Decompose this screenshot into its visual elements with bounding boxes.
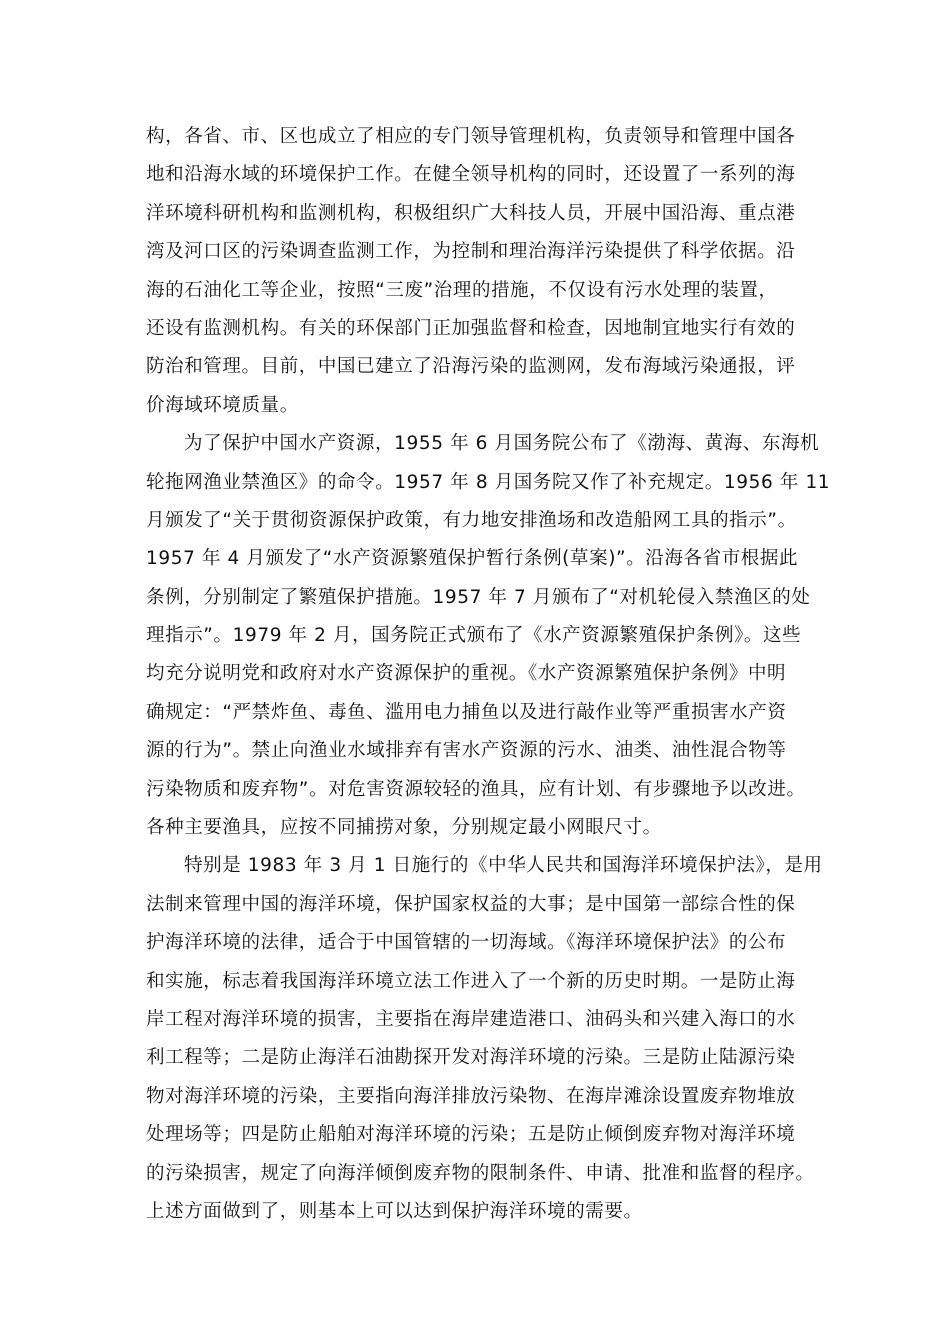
text-line: 价海域环境质量。 [146,394,299,416]
text-line: 洋环境科研机构和监测机构，积极组织广大科技人员，开展中国沿海、重点港 [146,202,796,224]
paragraph-1 [146,118,806,425]
document-body [146,118,831,1231]
text-line: 护海洋环境的法律，适合于中国管辖的一切海域。《海洋环境保护法》的公布 [146,932,787,954]
paragraph-3 [146,847,823,1231]
text-line: 理指示”。1979 年 2 月，国务院正式颁布了《水产资源繁殖保护条例》。这些 [146,625,802,647]
text-line: 各种主要渔具，应按不同捕捞对象，分别规定最小网眼尺寸。 [146,817,662,839]
text-line: 月颁发了“关于贯彻资源保护政策，有力地安排渔场和改造船网工具的指示”。 [146,509,797,531]
text-line: 利工程等；二是防止海洋石油勘探开发对海洋环境的污染。三是防止陆源污染 [146,1047,796,1069]
paragraph-2 [146,425,831,847]
text-line: 均充分说明党和政府对水产资源保护的重视。《水产资源繁殖保护条例》中明 [146,663,787,685]
text-line: 的污染损害，规定了向海洋倾倒废弃物的限制条件、申请、批准和监督的程序。 [146,1162,815,1184]
text-line: 还设有监测机构。有关的环保部门正加强监督和检查，因地制宜地实行有效的 [146,317,796,339]
text-line: 处理场等；四是防止船舶对海洋环境的污染；五是防止倾倒废弃物对海洋环境 [146,1124,796,1146]
text-line: 地和沿海水域的环境保护工作。在健全领导机构的同时，还设置了一系列的海 [146,164,796,186]
text-line: 污染物质和废弃物”。对危害资源较轻的渔具，应有计划、有步骤地予以改进。 [146,778,806,800]
text-line: 海的石油化工等企业，按照“三废”治理的措施，不仅设有污水处理的装置， [146,279,778,301]
text-line: 物对海洋环境的污染，主要指向海洋排放污染物、在海岸滩涂设置废弃物堆放 [146,1085,796,1107]
text-line: 岸工程对海洋环境的损害，主要指在海岸建造港口、油码头和兴建入海口的水 [146,1008,796,1030]
text-line: 源的行为”。禁止向渔业水域排弃有害水产资源的污水、油类、油性混合物等 [146,740,787,762]
text-line: 构，各省、市、区也成立了相应的专门领导管理机构，负责领导和管理中国各 [146,126,796,147]
text-line: 条例，分别制定了繁殖保护措施。1957 年 7 月颁布了“对机轮侵入禁渔区的处 [146,586,811,608]
text-line: 特别是 1983 年 3 月 1 日施行的《中华人民共和国海洋环境保护法》，是用 [184,855,823,877]
text-line: 1957 年 4 月颁发了“水产资源繁殖保护暂行条例(草案)”。沿海各省市根据此 [146,548,799,570]
text-line: 上述方面做到了，则基本上可以达到保护海洋环境的需要。 [146,1200,643,1222]
text-line: 轮拖网渔业禁渔区》的命令。1957 年 8 月国务院又作了补充规定。1956 年 11 [146,471,831,493]
text-line: 湾及河口区的污染调查监测工作，为控制和理治海洋污染提供了科学依据。沿 [146,241,796,263]
text-line: 防治和管理。目前，中国已建立了沿海污染的监测网，发布海域污染通报，评 [146,356,796,378]
text-line: 为了保护中国水产资源，1955 年 6 月国务院公布了《渤海、黄海、东海机 [184,433,820,455]
text-line: 确规定：“严禁炸鱼、毒鱼、滥用电力捕鱼以及进行敲作业等严重损害水产资 [146,701,787,723]
text-line: 和实施，标志着我国海洋环境立法工作进入了一个新的历史时期。一是防止海 [146,970,796,992]
text-line: 法制来管理中国的海洋环境，保护国家权益的大事；是中国第一部综合性的保 [146,893,796,915]
